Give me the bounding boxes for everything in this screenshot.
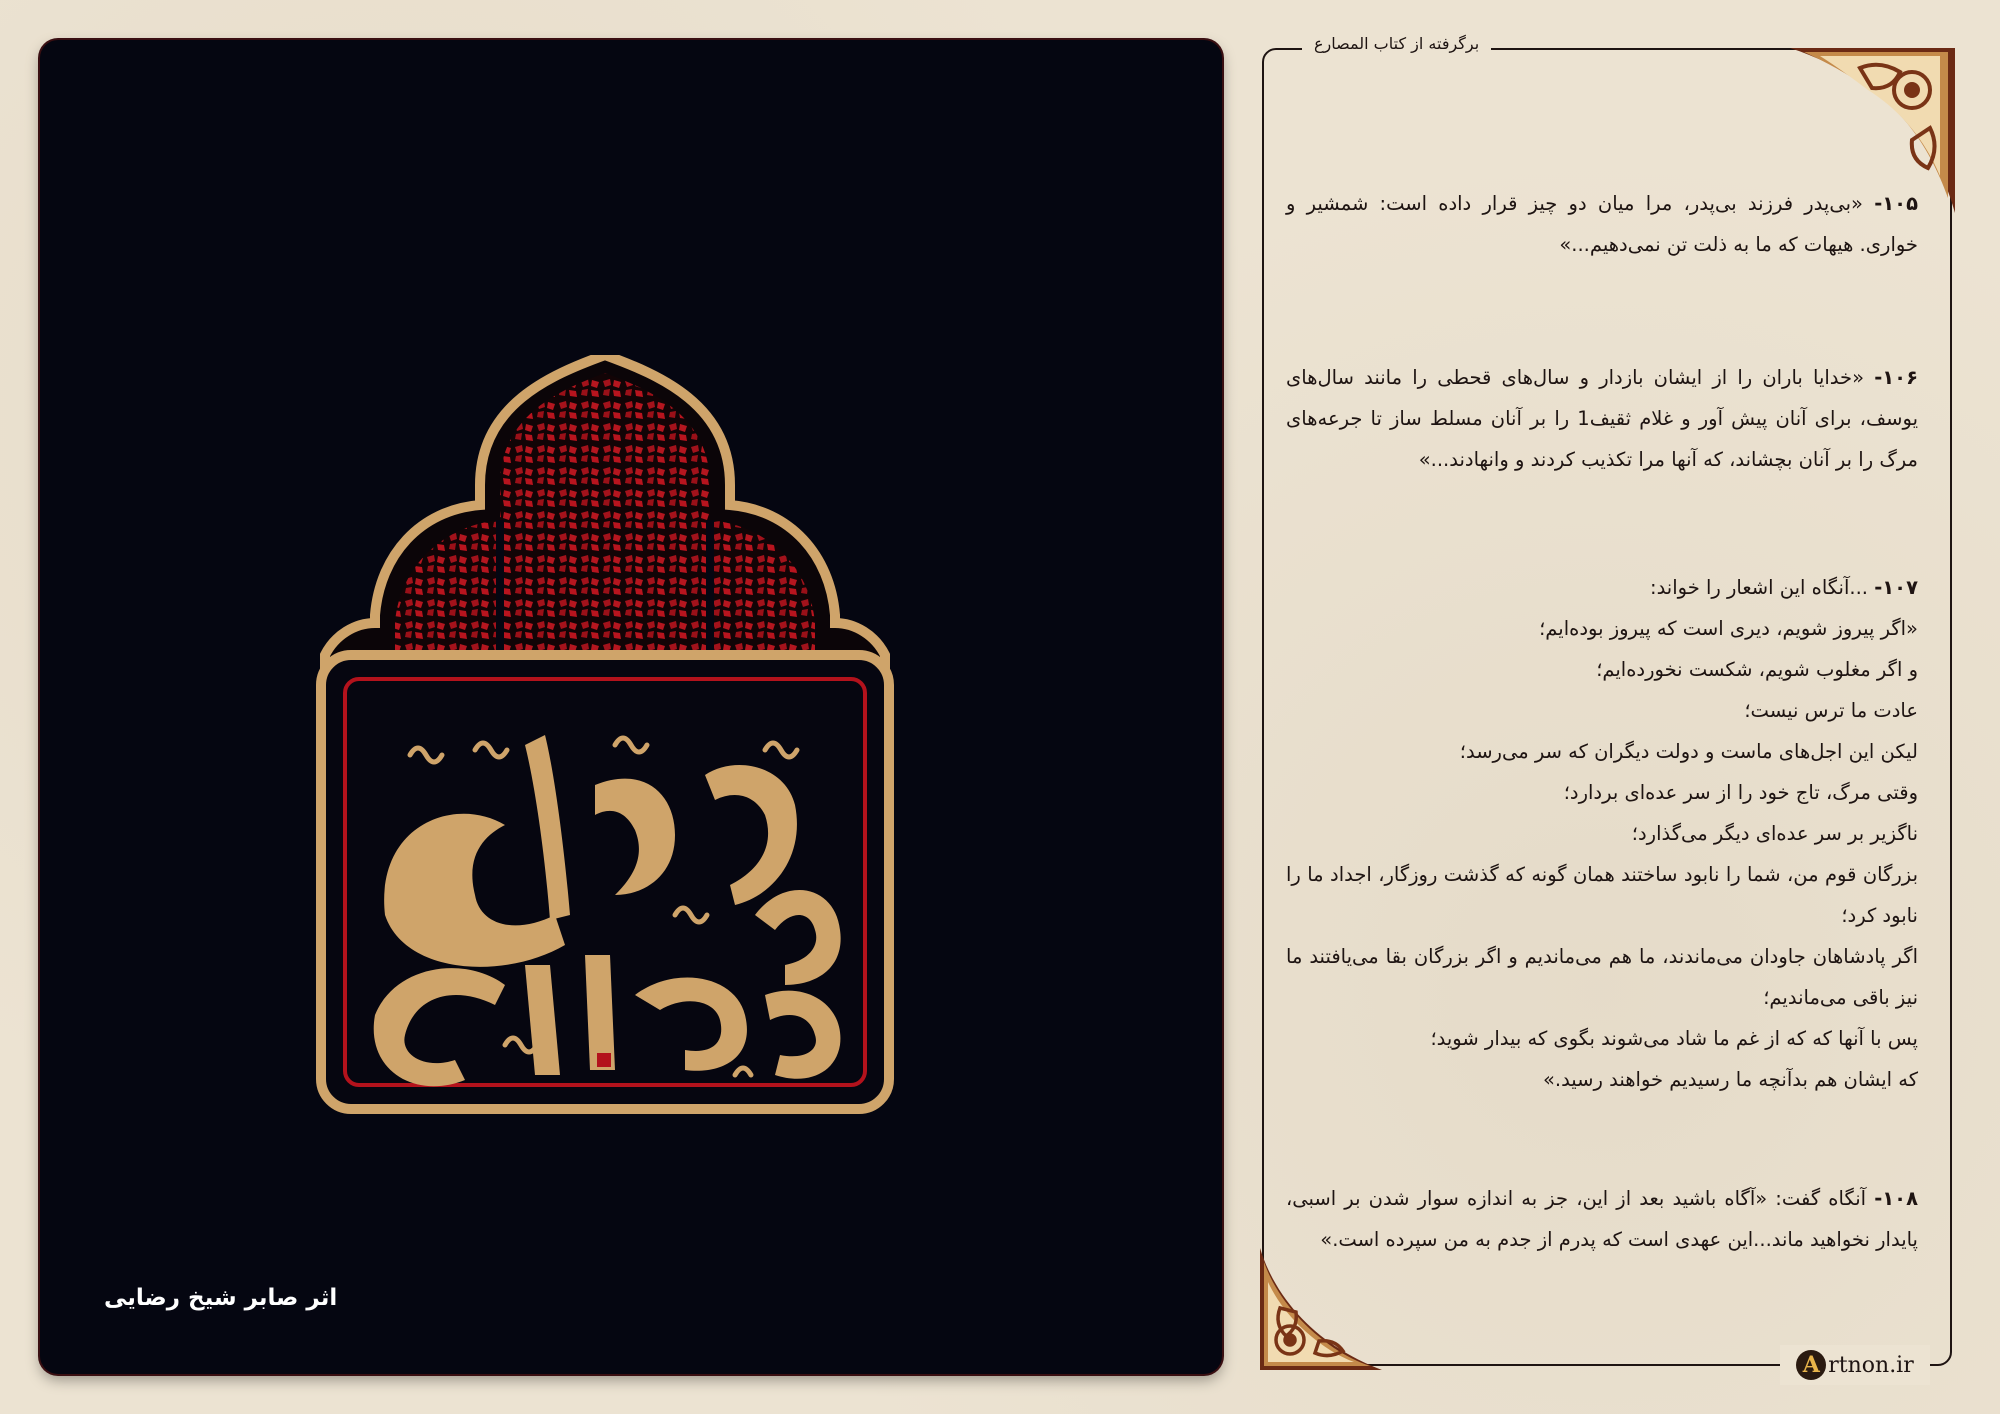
poem-line: وقتی مرگ، تاج خود را از سر عده‌ای بردارد؛ — [1563, 781, 1918, 804]
ornament-corner-bottom-left-icon — [1260, 1248, 1382, 1370]
calligraphy-emblem — [315, 355, 895, 1115]
poem-line: اگر پادشاهان جاودان می‌ماندند، ما هم می‌ماندیم و اگر بزرگان بقا می‌یافتند ما نیز باقی می‌ماندیم؛ — [1286, 945, 1918, 1009]
poem-line: لیکن این اجل‌های ماست و دولت دیگران که سر می‌رسد؛ — [1459, 740, 1918, 763]
section-108 — [1286, 1178, 1918, 1260]
frame-source-label: برگرفته از کتاب المصارع — [1302, 34, 1491, 53]
section-number: ۱۰۶- — [1874, 366, 1918, 389]
brand-logo-icon: A — [1796, 1350, 1826, 1380]
section-text: آنگاه گفت: «آگاه باشید بعد از این، جز به اندازه سوار شدن بر اسبی، پایدار نخواهید ماند...این عهدی است که پدرم از جدم به من سپرده است.» — [1286, 1187, 1918, 1251]
poem-line: و اگر مغلوب شویم، شکست نخورده‌ایم؛ — [1596, 658, 1918, 681]
section-107 — [1286, 567, 1918, 1100]
poem-line: ناگزیر بر سر عده‌ای دیگر می‌گذارد؛ — [1631, 822, 1918, 845]
section-text: «بی‌پدر فرزند بی‌پدر، مرا میان دو چیز قرار داده است: شمشیر و خواری. هیهات که ما به ذلت تن نمی‌دهیم...» — [1286, 192, 1918, 256]
section-text: «خدایا باران را از ایشان بازدار و سال‌های قحطی را مانند سال‌های یوسف، برای آنان پیش آور و غلام ثقیف1 را بر آنان مسلط ساز تا جرعه‌های مرگ را بر آنان بچشاند، که آنها مرا تکذیب کردند و وانهادند...» — [1286, 366, 1918, 471]
poster-panel — [40, 40, 1222, 1374]
poem-line: عادت ما ترس نیست؛ — [1744, 699, 1918, 722]
section-105 — [1286, 183, 1918, 265]
section-number: ۱۰۸- — [1874, 1187, 1918, 1210]
poem-line: بزرگان قوم من، شما را نابود ساختند همان گونه که گذشت روزگار، اجداد ما را نابود کرد؛ — [1286, 863, 1918, 927]
brand-text: rtnon.ir — [1828, 1352, 1914, 1378]
poem-line: پس با آنها که که از غم ما شاد می‌شوند بگوی که بیدار شوید؛ — [1430, 1027, 1918, 1050]
section-106 — [1286, 357, 1918, 480]
section-number: ۱۰۵- — [1874, 192, 1918, 215]
section-number: ۱۰۷- — [1874, 576, 1918, 599]
section-intro: ...آنگاه این اشعار را خواند: — [1650, 576, 1875, 599]
poem-line: که ایشان هم بدآنچه ما رسیدیم خواهند رسید.» — [1542, 1068, 1918, 1091]
poem-line: «اگر پیروز شویم، دیری است که پیروز بوده‌ایم؛ — [1539, 617, 1918, 640]
brand-watermark — [1780, 1345, 1930, 1385]
poster-credit: اثر صابر شیخ رضایی — [104, 1285, 338, 1311]
